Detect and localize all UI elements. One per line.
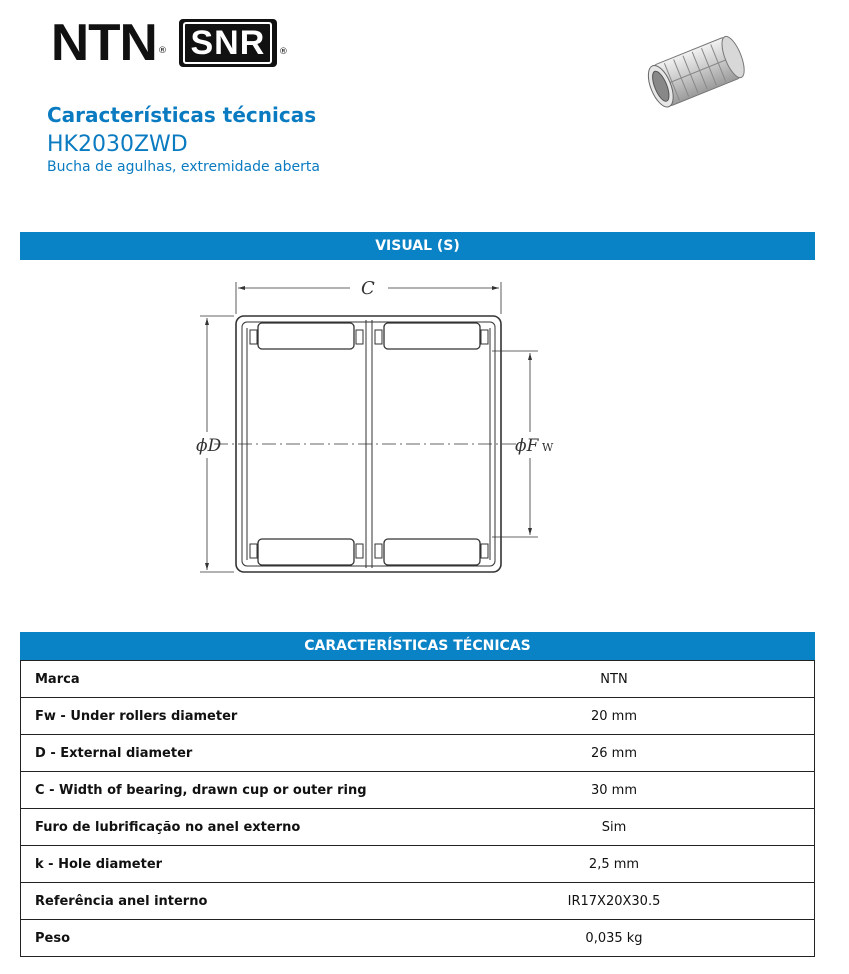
spec-key: D - External diameter <box>21 735 415 772</box>
table-row <box>21 846 815 883</box>
spec-key: Fw - Under rollers diameter <box>21 698 415 735</box>
spec-key: Referência anel interno <box>21 883 415 920</box>
technical-drawing <box>190 272 570 582</box>
spec-value: 30 mm <box>414 772 815 809</box>
spec-key: Peso <box>21 920 415 957</box>
brand-logos: NTN ® SNR ® <box>50 14 288 72</box>
spec-value: 20 mm <box>414 698 815 735</box>
dimension-label-d: ϕD <box>196 436 222 456</box>
page-heading <box>47 102 320 176</box>
table-row <box>21 809 815 846</box>
model-code: HK2030ZWD <box>47 132 188 157</box>
dimension-label-fw-subscript: W <box>542 441 554 454</box>
spec-value: 26 mm <box>414 735 815 772</box>
dimension-label-fw: ϕF <box>515 436 539 456</box>
visual-section-header: VISUAL (S) <box>20 232 815 260</box>
ntn-logo: NTN ® <box>50 14 167 72</box>
spec-value: IR17X20X30.5 <box>414 883 815 920</box>
tech-section-header: CARACTERÍSTICAS TÉCNICAS <box>20 632 815 660</box>
spec-key: Furo de lubrificação no anel externo <box>21 809 415 846</box>
spec-key: Marca <box>21 661 415 698</box>
table-row <box>21 772 815 809</box>
table-row <box>21 883 815 920</box>
table-row <box>21 920 815 957</box>
spec-value: 0,035 kg <box>414 920 815 957</box>
snr-logo: SNR <box>179 19 277 67</box>
spec-key: k - Hole diameter <box>21 846 415 883</box>
table-row <box>21 661 815 698</box>
page-title: Características técnicas <box>47 103 317 127</box>
spec-value: 2,5 mm <box>414 846 815 883</box>
spec-table <box>20 660 815 957</box>
product-description: Bucha de agulhas, extremidade aberta <box>47 159 320 175</box>
spec-value: NTN <box>414 661 815 698</box>
spec-value: Sim <box>414 809 815 846</box>
table-row <box>21 735 815 772</box>
spec-key: C - Width of bearing, drawn cup or outer ring <box>21 772 415 809</box>
bearing-product-image <box>636 24 756 120</box>
table-row <box>21 698 815 735</box>
dimension-label-c: C <box>361 278 375 299</box>
